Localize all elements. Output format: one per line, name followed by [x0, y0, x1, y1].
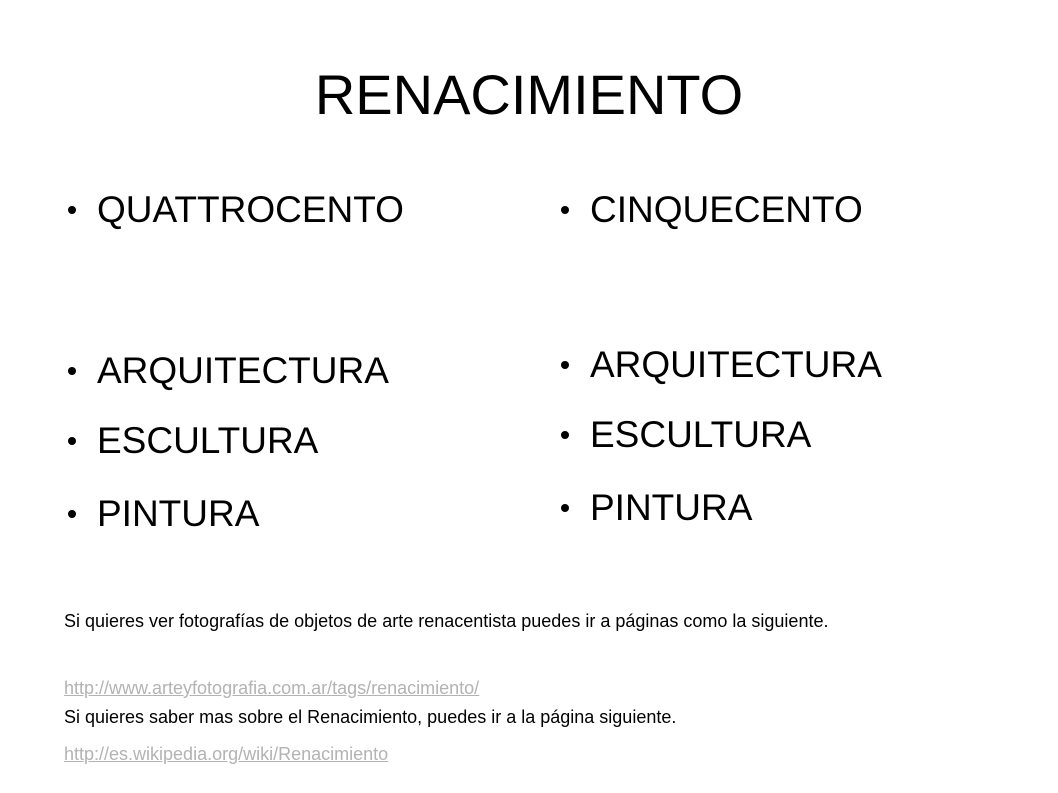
right-item-label: ARQUITECTURA: [590, 344, 882, 385]
bullet-icon: [561, 431, 569, 439]
right-item-label: PINTURA: [590, 487, 753, 528]
bullet-icon: [561, 206, 569, 214]
wikipedia-link[interactable]: http://es.wikipedia.org/wiki/Renacimiento: [64, 744, 389, 764]
right-heading: [561, 188, 863, 232]
left-heading-label: QUATTROCENTO: [97, 189, 404, 230]
right-item-label: ESCULTURA: [590, 414, 812, 455]
slide-title: RENACIMIENTO: [314, 63, 744, 126]
left-item-arquitectura: [68, 349, 389, 393]
right-heading-label: CINQUECENTO: [590, 189, 863, 230]
right-item-pintura: [561, 486, 752, 530]
left-item-label: ARQUITECTURA: [97, 350, 389, 391]
left-item-label: PINTURA: [97, 493, 260, 534]
bullet-icon: [68, 437, 76, 445]
left-heading: [68, 188, 404, 232]
photos-link[interactable]: http://www.arteyfotografia.com.ar/tags/renacimiento/: [64, 678, 480, 698]
right-item-arquitectura: [561, 343, 882, 387]
bullet-icon: [561, 504, 569, 512]
photos-note: Si quieres ver fotografías de objetos de arte renacentista puedes ir a páginas como la siguiente.: [64, 611, 829, 631]
bullet-icon: [561, 361, 569, 369]
more-info-note: Si quieres saber mas sobre el Renacimiento, puedes ir a la página siguiente.: [64, 707, 677, 727]
left-item-label: ESCULTURA: [97, 420, 319, 461]
right-item-escultura: [561, 413, 811, 457]
left-item-pintura: [68, 492, 259, 536]
bullet-icon: [68, 367, 76, 375]
left-item-escultura: [68, 419, 318, 463]
bullet-icon: [68, 510, 76, 518]
bullet-icon: [68, 206, 76, 214]
